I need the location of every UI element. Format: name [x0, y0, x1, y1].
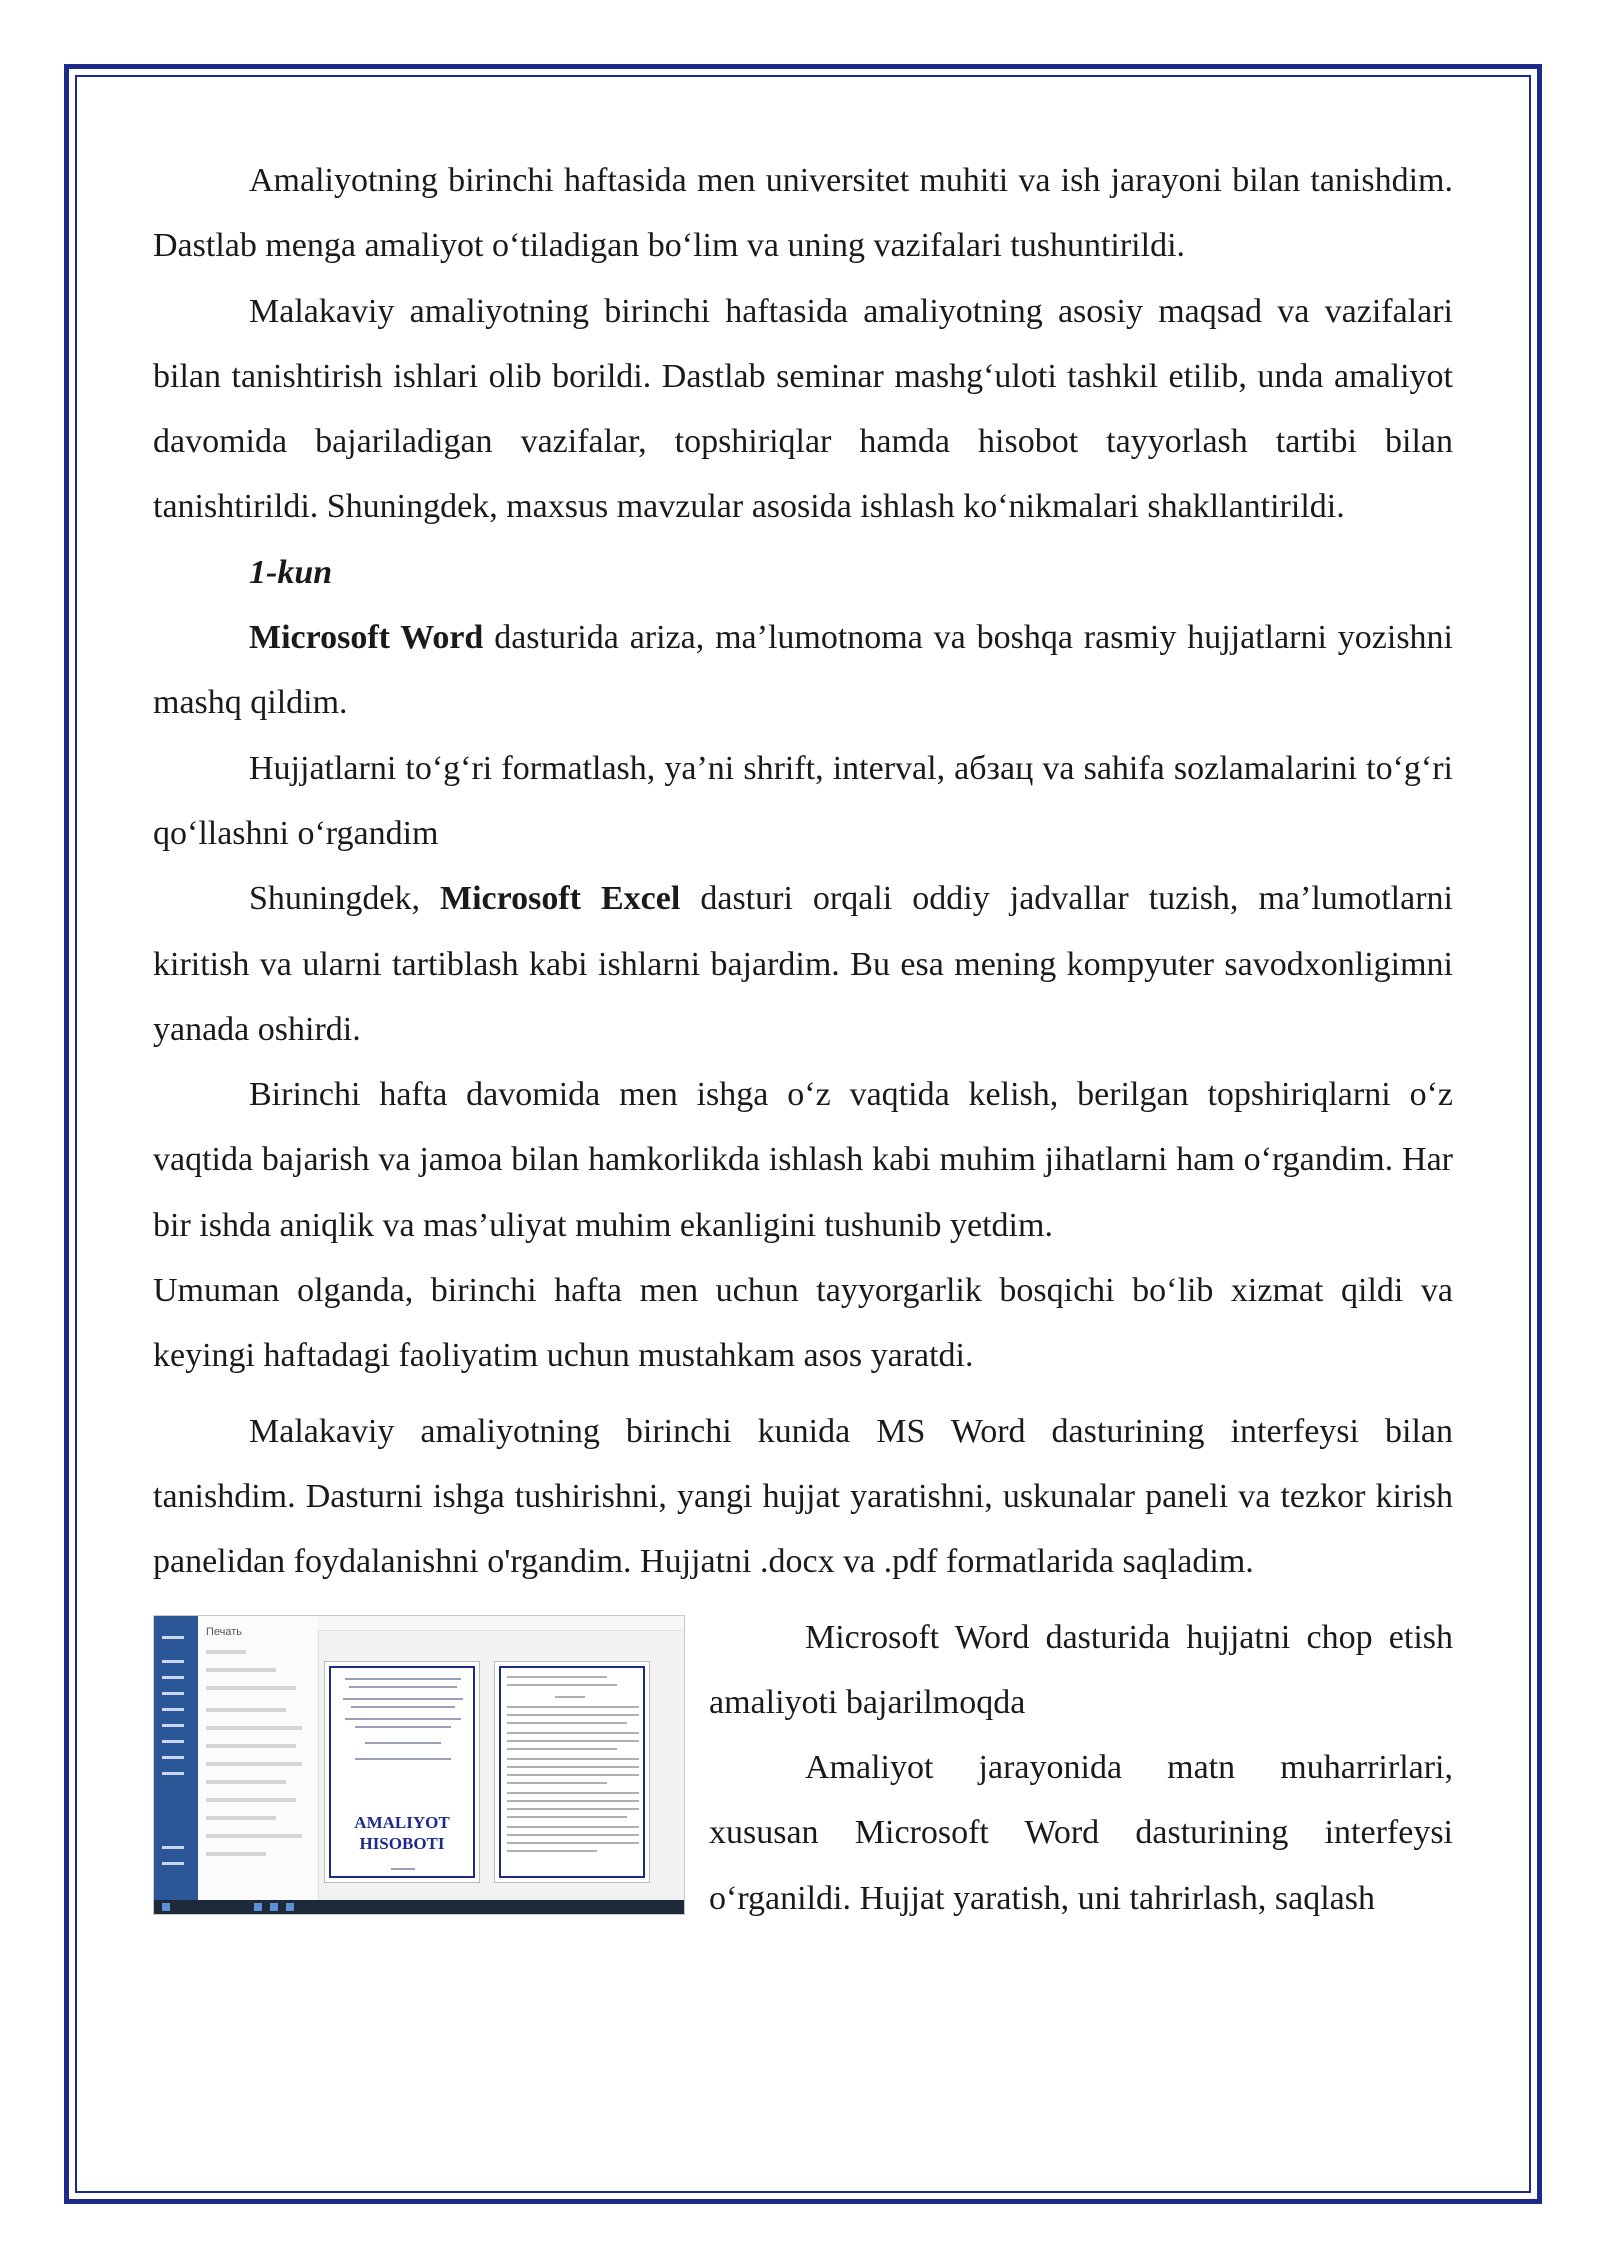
- excel-bold-term: Microsoft Excel: [439, 880, 681, 918]
- paragraph-formatting: Hujjatlarni to‘g‘ri formatlash, ya’ni shrift, interval, абзац va sahifa sozlamalarini to‘g‘ri qo‘llashni o‘rgandim: [153, 749, 1453, 852]
- word-backstage-nav: [154, 1616, 198, 1914]
- paragraph-excel: [153, 866, 1453, 1062]
- print-panel-title: Печать: [206, 1625, 243, 1638]
- paragraph-intro: Amaliyotning birinchi haftasida men universitet muhiti va ish jarayoni bilan tanishdim. Dastlab menga amaliyot o‘tiladigan bo‘lim va uning vazifalari tushuntirildi.: [153, 162, 1453, 265]
- paragraph-week-goals: Malakaviy amaliyotning birinchi haftasida amaliyotning asosiy maqsad va vazifalari bilan tanishtirish ishlari olib borildi. Dastlab seminar mashg‘uloti tashkil etilib, unda amaliyot davomida bajariladigan vazifalar, topshiriqlar hamda hisobot tayyorlash tartibi bilan tanishtirildi. Shuningdek, maxsus mavzular asosida ishlash ko‘nikmalari shakllantirildi.: [153, 292, 1453, 526]
- preview-page-text: [494, 1661, 650, 1883]
- word-bold-term: Microsoft Word: [249, 619, 484, 657]
- cover-title: AMALIYOT HISOBOTI: [354, 1812, 450, 1853]
- day-heading: 1-kun: [249, 553, 333, 591]
- paragraph-day1: Malakaviy amaliyotning birinchi kunida MS Word dasturining interfeysi bilan tanishdim. Dasturni ishga tushirishni, yangi hujjat yaratishni, uskunalar paneli va tezkor kirish panelidan foydalanishni o'rgandim. Hujjatni .docx va .pdf formatlarida saqladim.: [153, 1412, 1453, 1581]
- figure-row: [153, 1605, 1453, 1931]
- excel-para-lead: Shuningdek,: [249, 880, 440, 918]
- paragraph-interface: Amaliyot jarayonida matn muharrirlari, xususan Microsoft Word dasturining interfeysi o‘rganildi. Hujjat yaratish, uni tahrirlash, saqlash: [709, 1749, 1453, 1917]
- paragraph-first-week: Birinchi hafta davomida men ishga o‘z vaqtida kelish, berilgan topshiriqlarni o‘z vaqtida bajarish va jamoa bilan hamkorlikda ishlash kabi muhim jihatlarni ham o‘rgandim. Har bir ishda aniqlik va mas’uliyat muhim ekanligini tushunib yetdim.: [153, 1076, 1453, 1244]
- windows-taskbar: [154, 1900, 684, 1914]
- paragraph-summary: Umuman olganda, birinchi hafta men uchun tayyorgarlik bosqichi bo‘lib xizmat qildi va keyingi haftadagi faoliyatim uchun mustahkam asos yaratdi.: [153, 1272, 1453, 1375]
- figure-caption: Microsoft Word dasturida hujjatni chop etish amaliyoti bajarilmoqda: [709, 1618, 1453, 1721]
- excel-para-text: dasturi orqali oddiy jadvallar tuzish, ma’lumotlarni kiritish va ularni tartiblash kabi ishlarni bajardim. Bu esa mening kompyuter savodxonligimni yanada oshirdi.: [153, 880, 1453, 1048]
- paragraph-word: [153, 605, 1453, 736]
- word-para-text: dasturida ariza, ma’lumotnoma va boshqa rasmiy hujjatlarni yozishni mashq qildim.: [153, 619, 1453, 722]
- preview-page-cover: [324, 1661, 480, 1883]
- word-print-screenshot: [153, 1615, 685, 1915]
- figure-caption-column: [709, 1605, 1453, 1931]
- window-titlebar: [318, 1616, 684, 1631]
- document-body: [153, 148, 1453, 1931]
- print-settings-panel: [198, 1616, 319, 1914]
